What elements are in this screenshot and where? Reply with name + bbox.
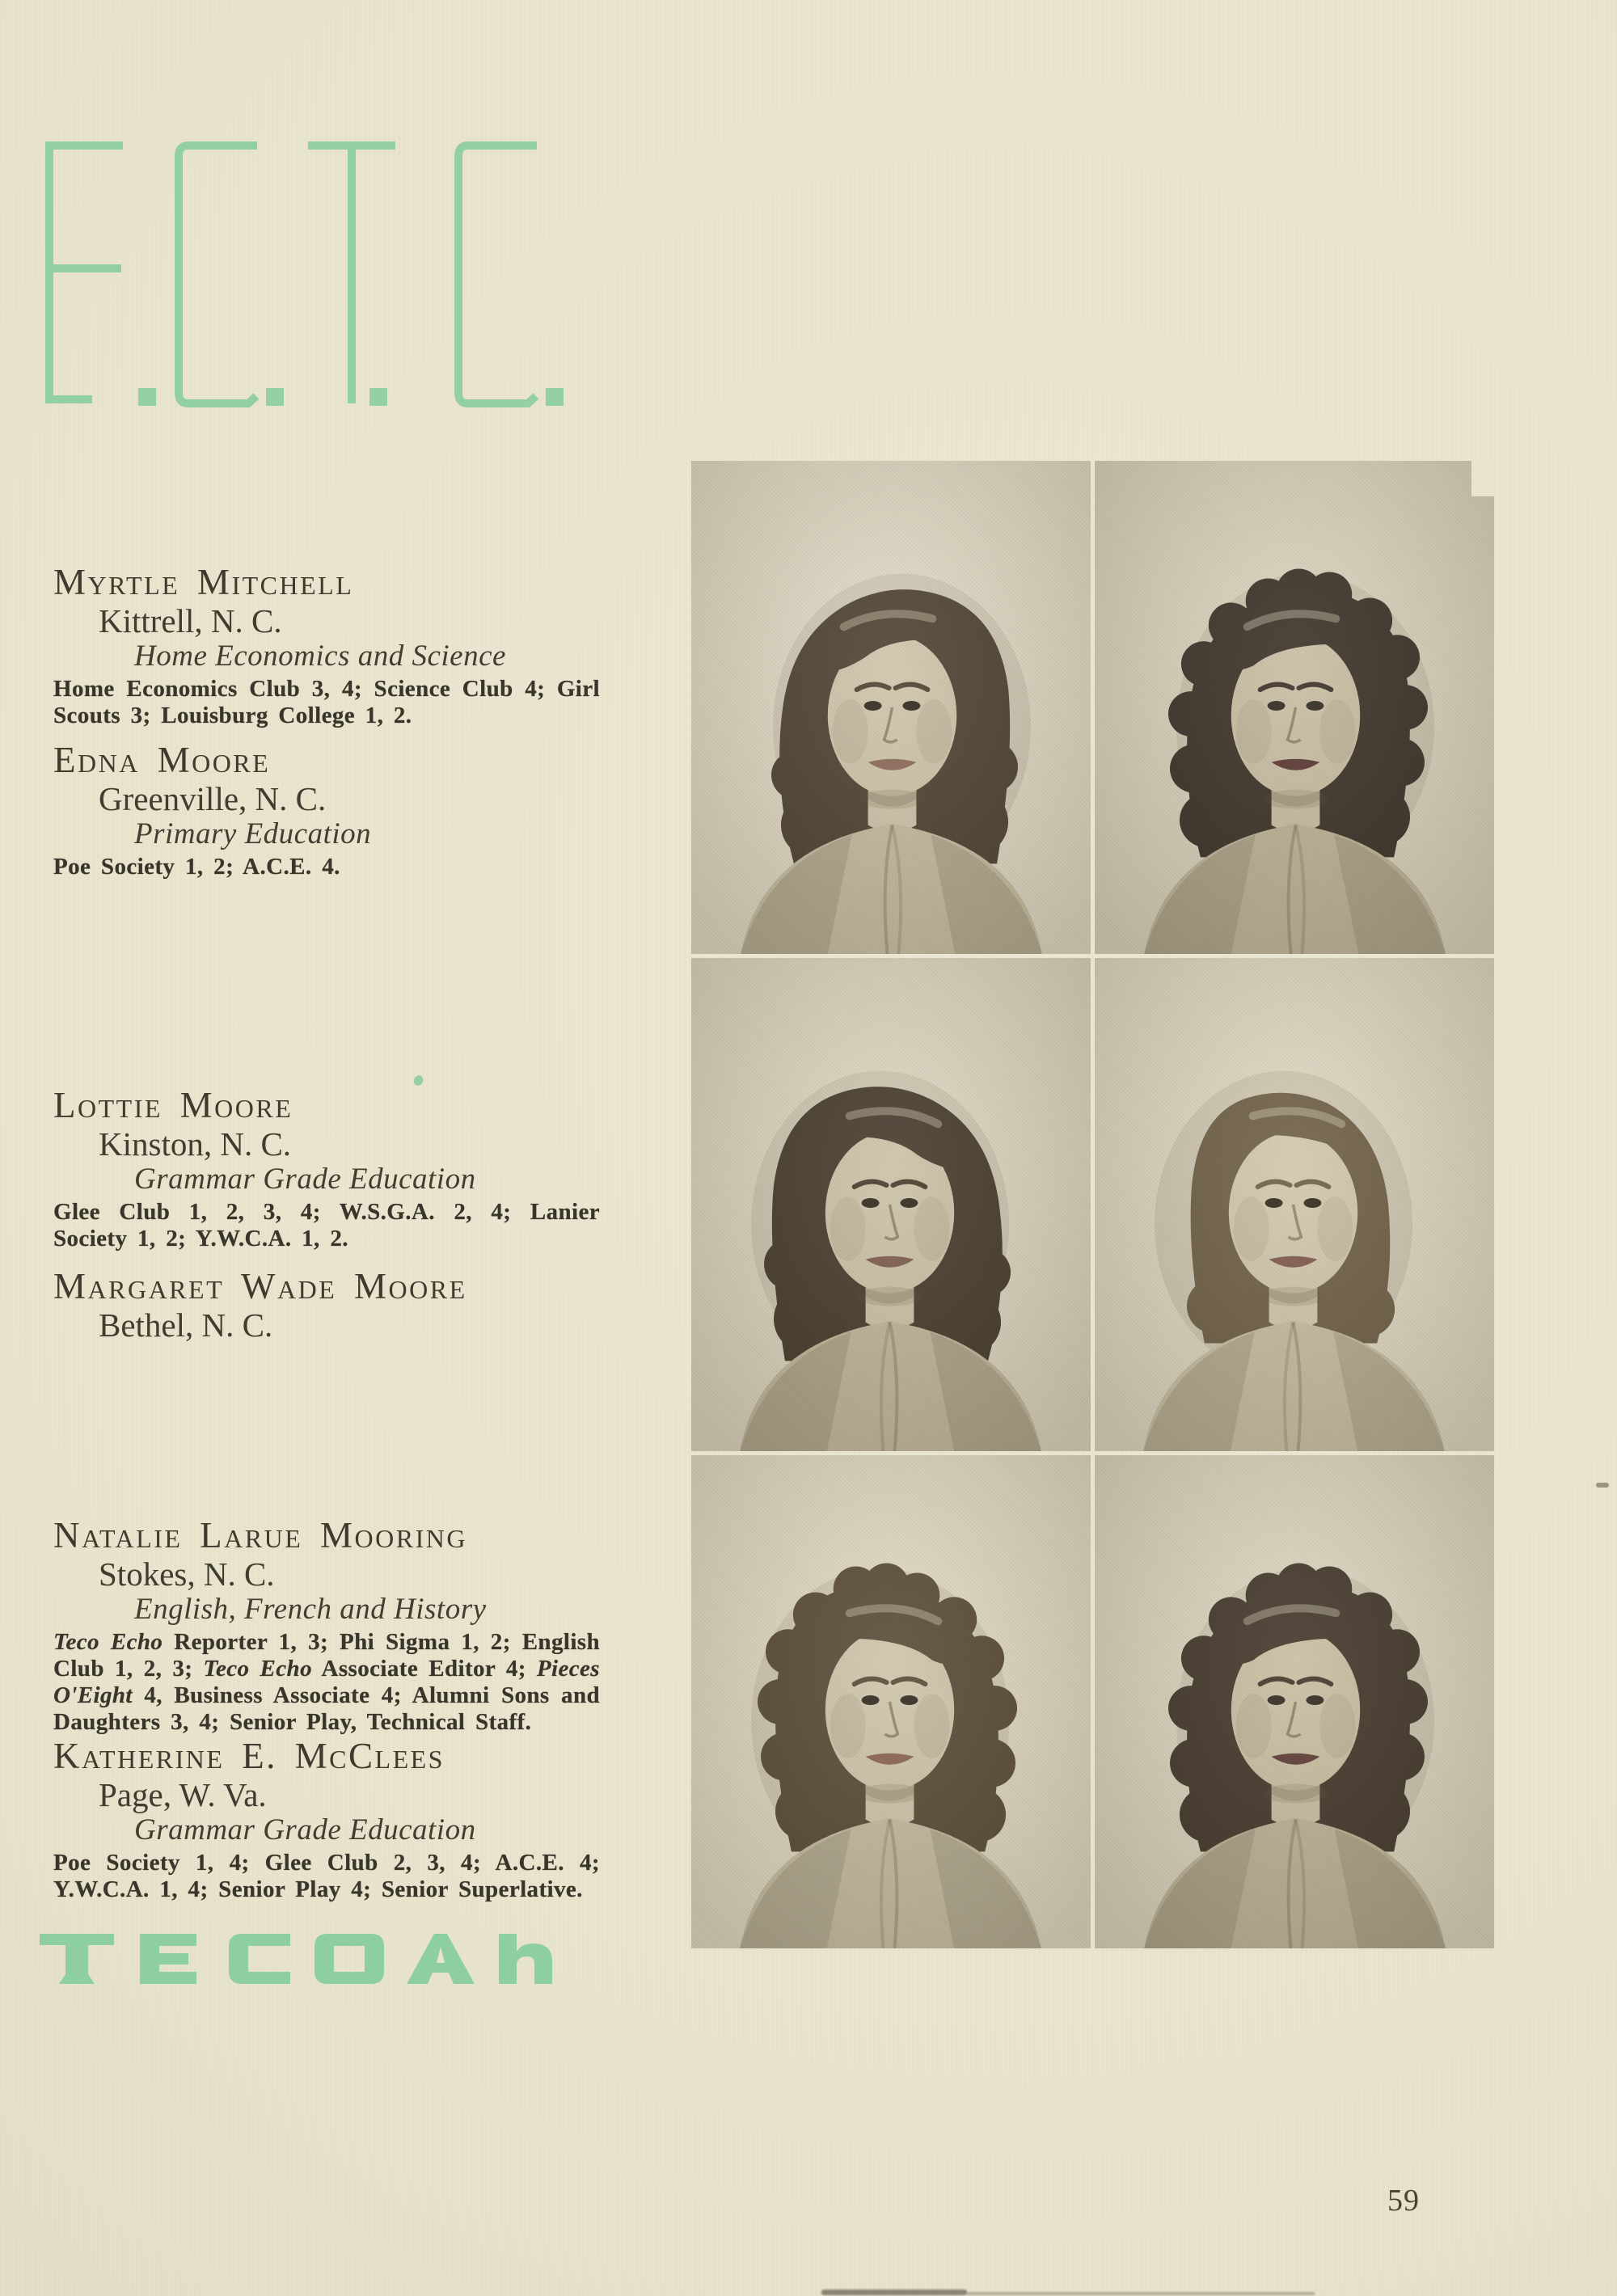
page-number: 59	[1387, 2184, 1420, 2218]
activity-text: Poe Society 1, 4; Glee Club 2, 3, 4; A.C.E. 4; Y.W.C.A. 1, 4; Senior Play 4; Senior Superlative.	[53, 1850, 600, 1902]
student-activities	[53, 854, 600, 880]
student-name: Myrtle Mitchell	[53, 562, 354, 602]
tecoan-logo	[27, 1934, 556, 1986]
portrait-image	[691, 958, 1091, 1451]
portrait-photo	[1095, 461, 1494, 954]
activity-text: Glee Club 1, 2, 3, 4; W.S.G.A. 2, 4; Lanier Society 1, 2; Y.W.C.A. 1, 2.	[53, 1199, 600, 1251]
student-major: English, French and History	[134, 1593, 487, 1626]
portrait-image	[1095, 958, 1494, 1451]
student-entry	[53, 562, 600, 729]
portrait-photo	[691, 1455, 1091, 1948]
student-hometown: Page, W. Va.	[99, 1776, 267, 1813]
student-name: Lottie Moore	[53, 1085, 293, 1125]
student-activities	[53, 1199, 600, 1252]
student-entry	[53, 1085, 600, 1252]
student-hometown: Greenville, N. C.	[99, 780, 327, 817]
activity-text: 4, Business Associate 4; Alumni Sons and Daughters 3, 4; Senior Play, Technical Staff.	[53, 1682, 600, 1735]
student-activities	[53, 676, 600, 729]
portrait-image	[691, 1455, 1091, 1948]
student-name: Katherine E. McClees	[53, 1736, 445, 1776]
scan-artifact-smudge	[967, 2292, 1315, 2295]
student-activities	[53, 1629, 600, 1736]
scan-artifact-dash	[1596, 1483, 1609, 1488]
student-hometown: Kittrell, N. C.	[99, 602, 282, 639]
student-hometown: Kinston, N. C.	[99, 1125, 292, 1163]
scan-artifact-smudge	[821, 2290, 967, 2295]
portrait-image	[691, 461, 1091, 954]
activity-text: Poe Society 1, 2; A.C.E. 4.	[53, 854, 340, 880]
student-hometown: Bethel, N. C.	[99, 1306, 273, 1344]
portrait-photo	[1095, 1455, 1494, 1948]
activity-text: Home Economics Club 3, 4; Science Club 4; Girl Scouts 3; Louisburg College 1, 2.	[53, 676, 600, 728]
activity-text: Associate Editor 4;	[311, 1656, 537, 1682]
student-major: Home Economics and Science	[134, 639, 506, 673]
portrait-image	[1095, 1455, 1494, 1948]
student-name: Natalie Larue Mooring	[53, 1515, 467, 1555]
student-hometown: Stokes, N. C.	[99, 1555, 275, 1593]
student-name: Margaret Wade Moore	[53, 1266, 467, 1306]
portrait-photo-grid	[691, 461, 1494, 1948]
activity-text: Teco Echo	[53, 1629, 163, 1655]
portrait-photo	[691, 958, 1091, 1451]
student-major: Primary Education	[134, 817, 372, 850]
portrait-photo	[1095, 958, 1494, 1451]
student-activities	[53, 1850, 600, 1903]
student-name: Edna Moore	[53, 740, 271, 780]
activity-text: Teco Echo	[203, 1656, 312, 1682]
student-entry	[53, 1736, 600, 1903]
activity-text: Reporter 1, 3; Phi Sigma 1, 2; English Club 1, 2, 3;	[53, 1629, 600, 1682]
activity-text: Pieces O'Eight	[53, 1656, 600, 1708]
student-entry	[53, 740, 600, 880]
portrait-image	[1095, 461, 1494, 954]
student-entry	[53, 1515, 600, 1736]
student-major: Grammar Grade Education	[134, 1813, 476, 1847]
portrait-photo	[691, 461, 1091, 954]
student-major: Grammar Grade Education	[134, 1163, 476, 1196]
student-entry	[53, 1266, 600, 1344]
